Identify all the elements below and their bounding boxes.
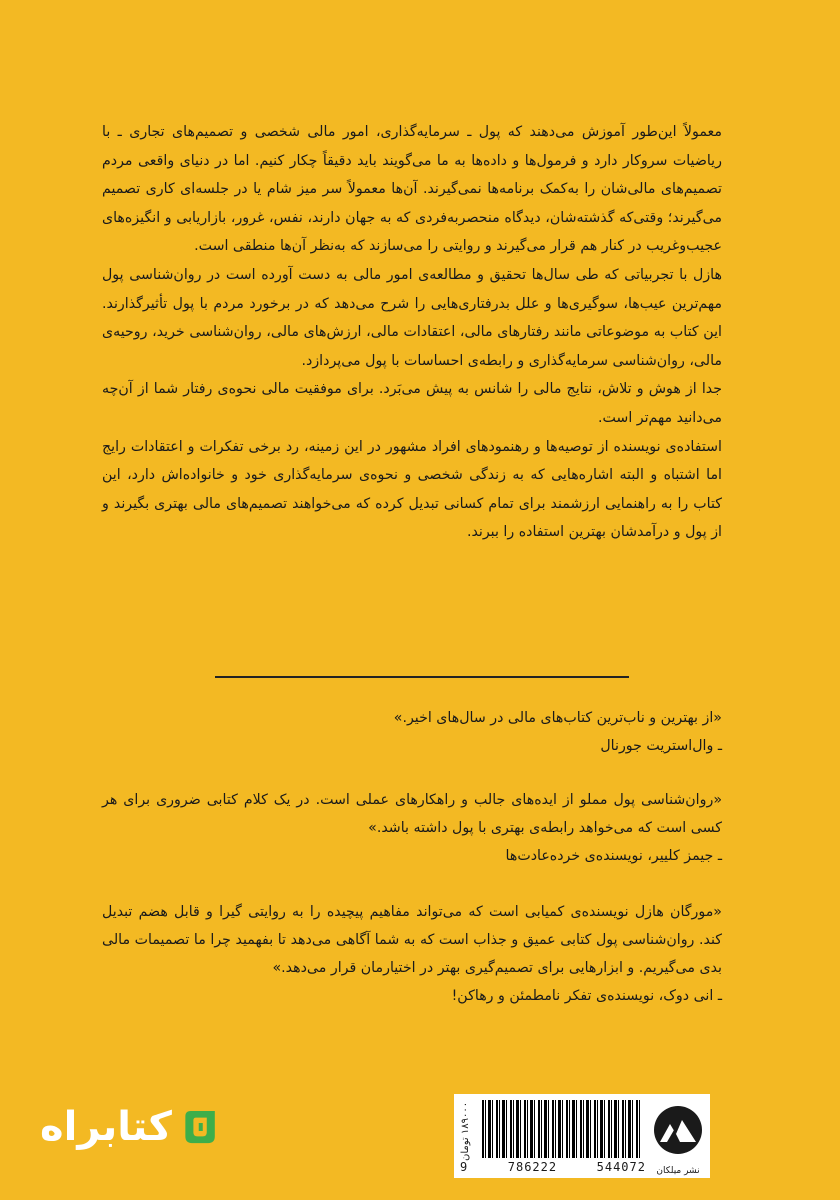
ketabrah-book-icon [180,1097,220,1157]
price-label: ۱۸۹۰۰۰ تومان [460,1102,471,1162]
description-paragraph-3: جدا از هوش و تلاش، نتایج مالی را شانس به پیش می‌بَرد. برای موفقیت مالی نحوه‌ی رفتار شما از آن‌چه می‌دانید مهم‌تر است. [102,381,722,426]
isbn-number [460,1160,646,1174]
isbn-part-3: 544072 [596,1160,646,1174]
description-paragraph-2: هازل با تجربیاتی که طی سال‌ها تحقیق و مطالعه‌ی امور مالی به دست آورده است در روان‌شناسی پول مهم‌ترین عیب‌ها، سوگیری‌ها و علل بدرفتاری‌هایی را شرح می‌دهد که در برخورد مردم با پول تأثیرگذارند. این کتاب به موضوعاتی مانند رفتارهای مالی، اعتقادات مالی، ارزش‌های مالی، روان‌شناسی خرید، روحیه‌ی مالی، روان‌شناسی سرمایه‌گذاری و رابطه‌ی احساسات با پول می‌پردازد. [102,266,722,369]
quote-source: ـ جیمز کلییر، نویسنده‌ی خرده‌عادت‌ها [505,848,722,864]
review-quote-3 [102,898,722,1010]
review-quote-1 [102,704,722,760]
publisher-name: نشر میلکان [656,1166,700,1176]
mountains-icon [652,1100,704,1172]
ketabrah-logo [40,1092,220,1162]
review-quote-2 [102,786,722,870]
logo-text: کتابراه [40,1104,172,1150]
isbn-part-2: 786222 [507,1160,558,1174]
barcode-bars [482,1100,642,1158]
description-paragraph-1: معمولاً این‌طور آموزش می‌دهند که پول ـ سرمایه‌گذاری، امور مالی شخصی و تصمیم‌های تجاری ـ با ریاضیات سروکار دارد و فرمول‌ها و داده‌ها به ما می‌گویند باید دقیقاً چکار کنیم. اما در دنیای واقعی مردم تصمیم‌های مالی‌شان را به‌کمک برنامه‌ها نمی‌گیرند. آن‌ها معمولاً سر میز شام یا در جلسه‌ای کاری تصمیم می‌گیرند؛ وقتی‌که گذشته‌شان، دیدگاه منحصربه‌فردی که به جهان دارند، نفس، غرور، بازاریابی و انگیزه‌های عجیب‌وغریب در کنار هم قرار می‌گیرند و روایتی را می‌سازند که به‌نظر آن‌ها منطقی است. [102,124,722,255]
quote-source: ـ وال‌استریت جورنال [600,738,722,754]
quote-text: «از بهترین و ناب‌ترین کتاب‌های مالی در سال‌های اخیر.» [393,710,722,726]
isbn-part-1: 9 [460,1160,469,1174]
divider-line [215,676,629,678]
barcode-box [454,1094,710,1178]
quote-text: «مورگان هازل نویسنده‌ی کمیابی است که می‌تواند مفاهیم پیچیده را به روایتی گیرا و قابل هضم تبدیل کند. روان‌شناسی پول کتابی عمیق و جذاب است که به شما آگاهی می‌دهد تا بفهمید چرا ما تصمیمات مالی بدی می‌گیریم. و ابزارهایی برای تصمیم‌گیری بهتر در اختیارمان قرار می‌دهد.» [102,904,722,976]
description-text [102,118,722,547]
quote-source: ـ انی دوک، نویسنده‌ی تفکر نامطمئن و رهاکن! [451,988,722,1004]
quote-text: «روان‌شناسی پول مملو از ایده‌های جالب و راهکارهای عملی است. در یک کلام کتابی ضروری برای هر کسی است که می‌خواهد رابطه‌ی بهتری با پول داشته باشد.» [102,792,722,836]
description-paragraph-4: استفاده‌ی نویسنده از توصیه‌ها و رهنمودهای افراد مشهور در این زمینه، رد برخی تفکرات و اعتقادات رایج اما اشتباه و البته اشاره‌هایی که به زندگی شخصی و نحوه‌ی سرمایه‌گذاری خود و خانواده‌اش دارد، این کتاب را به راهنمایی ارزشمند برای تمام کسانی تبدیل کرده که می‌خواهند تصمیم‌های مالی بهتری بگیرند و از پول و درآمدشان بهترین استفاده را ببرند. [102,438,722,541]
